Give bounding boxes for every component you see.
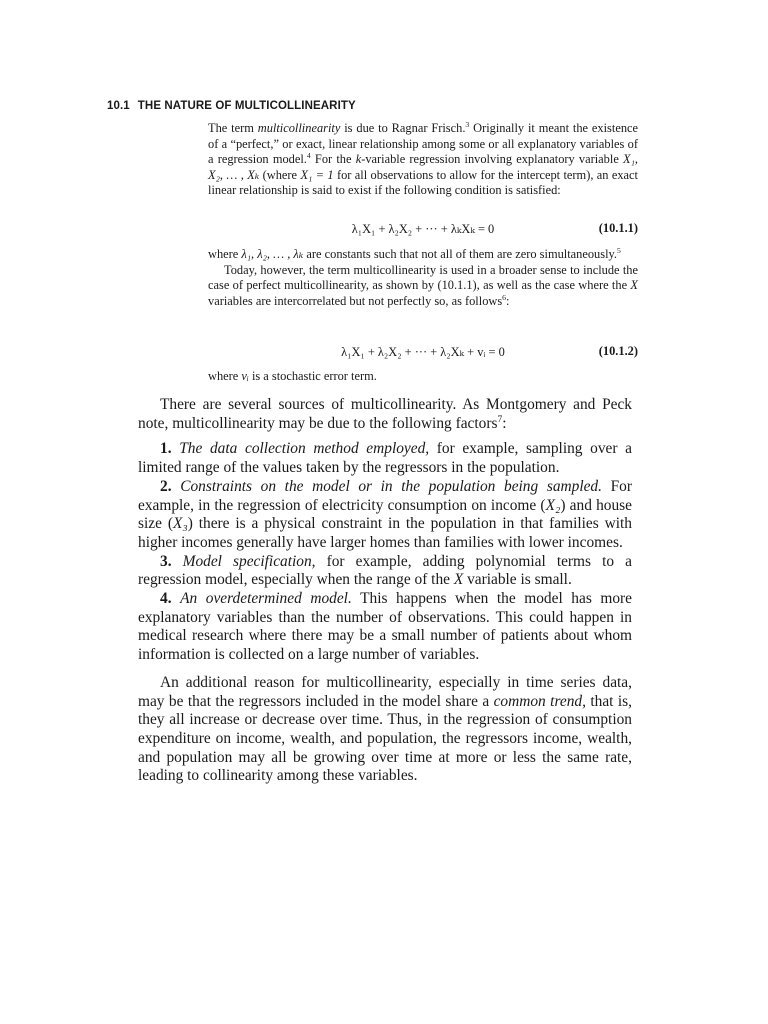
footnote-ref-7: 7 <box>497 413 503 425</box>
error-term-block <box>208 369 638 385</box>
quoted-definition-block <box>208 121 638 199</box>
equation-number: (10.1.2) <box>598 344 638 358</box>
variable-list: X₁, X₂, … , Xₖ <box>208 152 638 182</box>
sources-intro-paragraph: There are several sources of multicollinearity. As Montgomery and Peck note, multicollinearity may be due to the following factors$^7$: <box>138 396 632 432</box>
list-item: 4. An overdetermined model. This happens when the model has more explanatory variables than the number of observations. This could happen in medical research where there may be a small number of patients about whom information is collected on a large number of variables. <box>138 590 632 664</box>
spacer <box>138 433 632 440</box>
term-multicollinearity: multicollinearity <box>257 121 341 135</box>
quoted-continuation-block <box>208 247 638 309</box>
section-title: THE NATURE OF MULTICOLLINEARITY <box>137 100 356 112</box>
definition-paragraph: The term multicollinearity is due to Ragnar Frisch.$^3$ Originally it meant the existence of a “perfect,” or exact, linear relationship among some or all explanatory variables of a regression model.$^4$ For the k-variable regression involving explanatory variable X₁, X₂, … , Xₖ (where X₁ = 1 for all observations to allow for the intercept term), an exact linear relationship is said to exist if the following condition is satisfied: <box>208 119 639 197</box>
main-body-text <box>138 396 632 786</box>
equation-10-1-1 <box>208 221 638 239</box>
broader-sense-paragraph: Today, however, the term multicollinearity is used in a broader sense to include the case of perfect multicollinearity, as shown by (10.1.1), as well as the case where the X variables are intercorrelated but not perfectly so, as follows$^6$: <box>208 262 638 308</box>
common-trend-paragraph: An additional reason for multicollinearity, especially in time series data, may be that the regressors included in the model share a common trend, that is, they all increase or decrease over time. Thus, in the regression of consumption expenditure on income, wealth, and population, the regressors income, wealth, and population may all be growing over time at more or less the same rate, leading to collinearity among these variables. <box>138 673 632 785</box>
spacer <box>138 665 632 674</box>
section-heading <box>107 100 356 112</box>
list-item: 3. Model specification, for example, adding polynomial terms to a regression model, especially when the range of the X variable is small. <box>138 552 632 589</box>
constants-paragraph: where λ₁, λ₂, … , λₖ are constants such that not all of them are zero simultaneously.$^5$ <box>208 245 621 261</box>
equation-expression: λ₁X₁ + λ₂X₂ + ··· + λ₂Xₖ + vᵢ = 0 <box>341 345 505 359</box>
equation-number: (10.1.1) <box>598 221 638 235</box>
footnote-ref-4: 4 <box>306 150 311 160</box>
footnote-ref-5: 5 <box>617 245 621 255</box>
list-item: 1. The data collection method employed, for example, sampling over a limited range of the values taken by the regressors in the population. <box>138 440 632 477</box>
list-item: 2. Constraints on the model or in the population being sampled. For example, in the regression of electricity consumption on income (X₂) and house size (X₃) there is a physical constraint in the population in that families with higher incomes generally have larger homes than families with lower incomes. <box>138 477 632 551</box>
section-number: 10.1 <box>107 100 130 112</box>
footnote-ref-3: 3 <box>465 119 470 129</box>
equation-expression: λ₁X₁ + λ₂X₂ + ··· + λₖXₖ = 0 <box>351 222 495 236</box>
error-term-paragraph: where vᵢ is a stochastic error term. <box>208 369 377 383</box>
footnote-ref-6: 6 <box>502 292 507 302</box>
equation-10-1-2 <box>208 344 638 362</box>
common-trend-term: common trend, <box>493 692 586 710</box>
